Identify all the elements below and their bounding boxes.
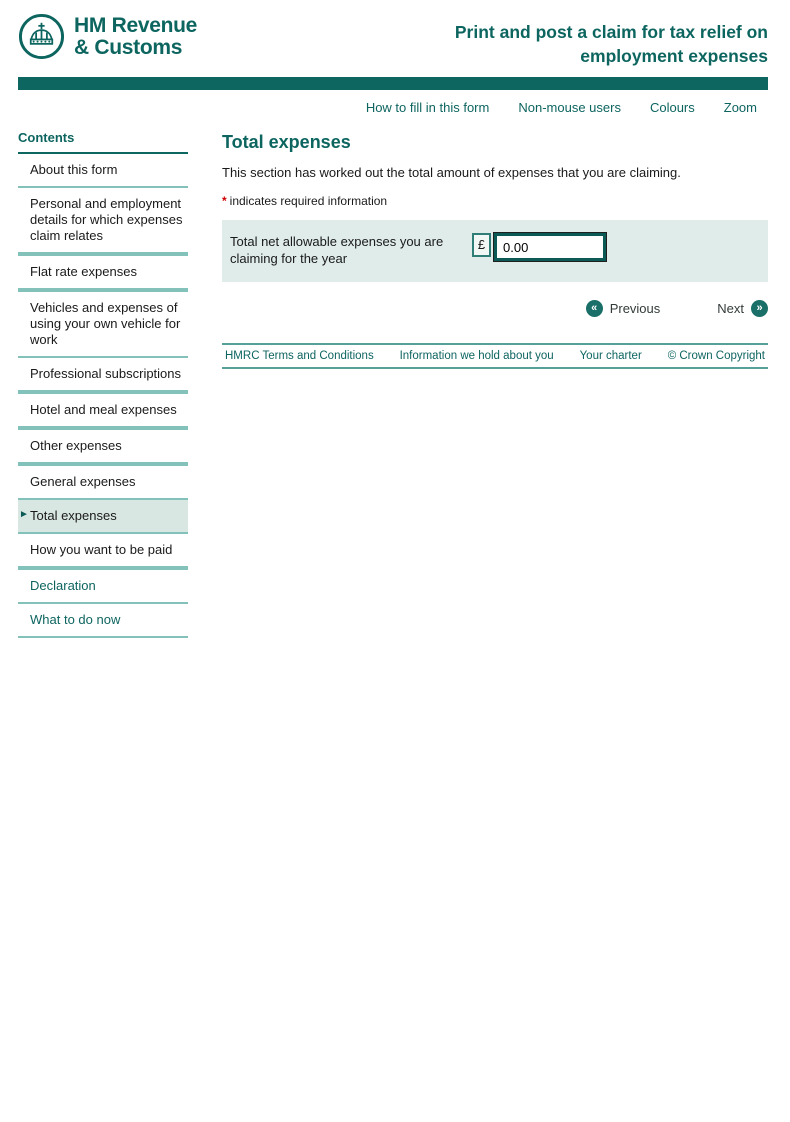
footer-link-crown-copyright[interactable]: © Crown Copyright [667,350,765,362]
nav-link-colours[interactable]: Colours [649,100,695,115]
next-button[interactable] [717,300,768,317]
hmrc-crown-icon [18,13,65,60]
section-description: This section has worked out the total amount of expenses that you are claiming. [222,165,681,180]
sidebar-item-personal-details[interactable]: Personal and employment details for which expenses claim relates [18,188,188,256]
sidebar-item-flat-rate-expenses[interactable]: Flat rate expenses [18,256,188,292]
footer-link-your-charter[interactable]: Your charter [579,350,642,362]
next-chevron-icon: » [751,300,768,317]
total-net-expenses-input[interactable] [494,233,606,261]
previous-button-label: Previous [609,301,661,316]
hmrc-logo [18,13,197,60]
pagination-controls [222,300,768,317]
current-section-arrow-icon: ► [19,509,29,520]
sidebar-item-other-expenses[interactable]: Other expenses [18,430,188,466]
sidebar-item-about-this-form[interactable]: About this form [18,154,188,188]
page-title: Print and post a claim for tax relief on employment expenses [454,22,768,66]
next-button-label: Next [717,301,744,316]
sidebar-item-total-expenses[interactable] [18,500,188,534]
section-heading: Total expenses [222,132,351,152]
brand-divider-bar [18,77,768,90]
total-expenses-field-row [222,220,768,282]
required-asterisk: * [222,194,227,208]
hmrc-logo-text: HM Revenue & Customs [74,13,198,59]
sidebar-item-label: Total expenses [30,508,117,523]
main-section [222,128,768,369]
total-net-expenses-label: Total net allowable expenses you are claiming for the year [230,234,444,266]
sidebar-item-what-to-do-now[interactable]: What to do now [18,604,188,638]
footer-link-terms[interactable]: HMRC Terms and Conditions [225,350,374,362]
nav-link-non-mouse-users[interactable]: Non-mouse users [518,100,621,115]
nav-link-how-to-fill[interactable]: How to fill in this form [365,100,490,115]
top-navigation [0,100,757,115]
sidebar-item-vehicles[interactable]: Vehicles and expenses of using your own vehicle for work [18,292,188,358]
pound-sign-box: £ [472,233,491,257]
required-info-note [222,194,768,208]
footer-links [222,343,768,369]
required-note-text: indicates required information [229,194,388,208]
previous-chevron-icon: « [586,300,603,317]
page-header [0,0,790,68]
currency-input-group [472,233,606,261]
sidebar-item-declaration[interactable]: Declaration [18,570,188,604]
sidebar-item-general-expenses[interactable]: General expenses [18,466,188,500]
previous-button[interactable] [586,300,661,317]
sidebar-item-how-you-want-to-be-paid[interactable]: How you want to be paid [18,534,188,570]
contents-heading: Contents [18,128,188,154]
nav-link-zoom[interactable]: Zoom [723,100,757,115]
contents-sidebar [18,128,188,638]
sidebar-item-hotel-meal-expenses[interactable]: Hotel and meal expenses [18,394,188,430]
footer-link-information-we-hold[interactable]: Information we hold about you [399,350,554,362]
sidebar-item-professional-subscriptions[interactable]: Professional subscriptions [18,358,188,394]
